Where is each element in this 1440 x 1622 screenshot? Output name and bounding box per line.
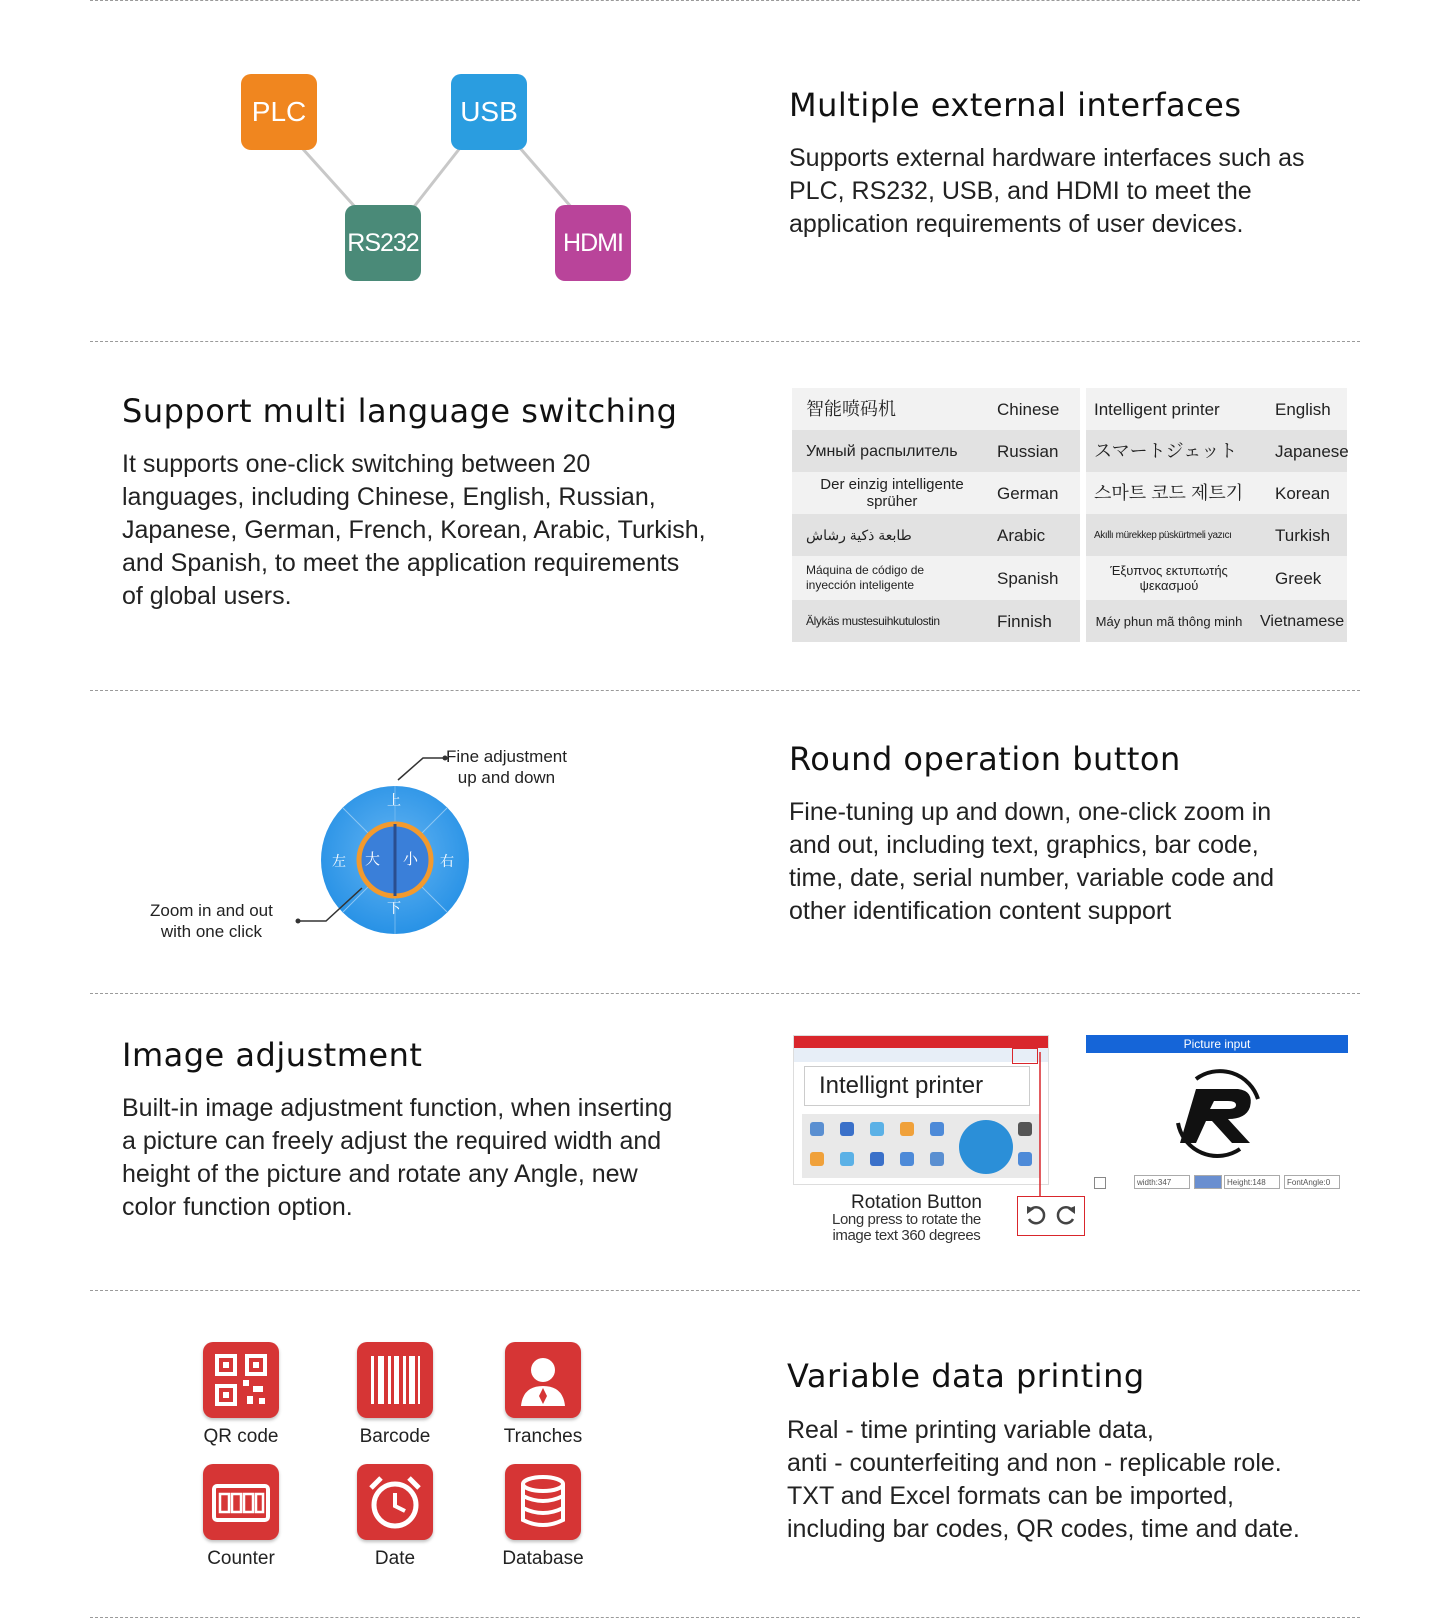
language-cell: Korean — [1275, 483, 1330, 503]
rotate-right-icon — [1054, 1204, 1078, 1228]
language-cell: Vietnamese — [1260, 612, 1345, 630]
language-cell: Arabic — [997, 525, 1046, 545]
language-cell: Finnish — [997, 611, 1052, 631]
person-icon — [505, 1342, 581, 1418]
title-bar — [794, 1036, 1048, 1048]
function-icon — [900, 1122, 914, 1136]
hdmi-badge: HDMI — [555, 205, 631, 281]
plc-badge: PLC — [241, 74, 317, 150]
section-desc-languages: It supports one-click switching between 20 languages, including Chinese, English, Russian, Japanese, German, French, Korean, Arabic, Turkish, and Spanish, to meet the application requirements of global users. — [122, 450, 706, 610]
function-icon — [840, 1152, 854, 1166]
table-row — [792, 556, 1347, 600]
section-desc-round: Fine-tuning up and down, one-click zoom in and out, including text, graphics, bar code, time, date, serial number, variable code and other identification content support — [789, 798, 1274, 925]
counter-label: Counter — [207, 1548, 275, 1569]
counter-tile — [203, 1464, 279, 1540]
table-row — [792, 430, 1347, 472]
dial-up-label: 上 — [387, 792, 401, 808]
native-cell: Der einzig intelligente sprüher — [820, 476, 964, 510]
database-icon — [505, 1464, 581, 1540]
printer-screen-preview — [793, 1035, 1049, 1185]
function-icon — [870, 1122, 884, 1136]
language-cell: Japanese — [1275, 441, 1349, 461]
language-cell: English — [1275, 399, 1331, 419]
fine-adjustment-label: Fine adjustment up and down — [446, 747, 567, 787]
tranches-label: Tranches — [503, 1426, 583, 1447]
rotate-left-icon — [1024, 1204, 1048, 1228]
dial-right-label: 右 — [440, 853, 454, 869]
width-field[interactable]: width:347 — [1134, 1175, 1190, 1189]
language-cell: German — [997, 483, 1059, 503]
native-cell: スマートジェット — [1094, 440, 1238, 461]
section-title-languages: Support multi language switching — [122, 392, 678, 430]
divider — [90, 341, 1360, 342]
function-icon — [930, 1152, 944, 1166]
table-row — [792, 472, 1347, 514]
rotation-buttons-callout — [1017, 1196, 1085, 1236]
barcode-label: Barcode — [359, 1426, 431, 1447]
font-angle-field[interactable]: FontAngle:0 — [1284, 1175, 1340, 1189]
table-row — [792, 514, 1347, 556]
picture-input-preview — [1086, 1035, 1348, 1195]
section-desc-interfaces: Supports external hardware interfaces such as PLC, RS232, USB, and HDMI to meet the application requirements of user devices. — [789, 144, 1305, 238]
default-button[interactable] — [1194, 1175, 1222, 1189]
function-icon — [870, 1152, 884, 1166]
function-icon — [930, 1122, 944, 1136]
zoom-label: Zoom in and out with one click — [150, 901, 273, 941]
date-label: Date — [374, 1548, 416, 1569]
qr-code-label: QR code — [203, 1426, 279, 1447]
dial-down-label: 下 — [387, 900, 401, 916]
usb-badge: USB — [451, 74, 527, 150]
table-row — [792, 600, 1347, 642]
function-icon — [810, 1152, 824, 1166]
divider — [90, 1290, 1360, 1291]
function-icon — [810, 1122, 824, 1136]
section-title-round: Round operation button — [789, 740, 1181, 778]
native-cell: 스마트 코드 제트기 — [1094, 482, 1244, 503]
native-cell: Akıllı mürekkep püskürtmeli yazıcı — [1094, 529, 1232, 541]
table-row — [792, 388, 1347, 430]
language-cell: Spanish — [997, 568, 1059, 588]
language-cell: Chinese — [997, 399, 1060, 419]
toolbar — [794, 1048, 1048, 1062]
section-title-variable: Variable data printing — [787, 1357, 1145, 1395]
section-title-image: Image adjustment — [122, 1036, 423, 1074]
logo-image — [1166, 1059, 1270, 1163]
native-cell: Intelligent printer — [1094, 399, 1220, 419]
language-cell: Russian — [997, 441, 1059, 461]
picture-input-header: Picture input — [1086, 1035, 1348, 1053]
function-icon — [900, 1152, 914, 1166]
rotation-button-title: Rotation Button — [851, 1192, 982, 1213]
section-desc-variable: Real - time printing variable data, anti - counterfeiting and non - replicable role. TXT and Excel formats can be imported, including bar codes, QR codes, time and date. — [787, 1416, 1300, 1543]
round-button-icon — [959, 1120, 1013, 1174]
reverse-color-checkbox[interactable] — [1094, 1177, 1106, 1189]
section-title-interfaces: Multiple external interfaces — [789, 86, 1242, 124]
rs232-badge: RS232 — [345, 205, 421, 281]
native-cell: Умный распылитель — [806, 442, 958, 460]
barcode-icon — [357, 1342, 433, 1418]
barcode-tile — [357, 1342, 433, 1418]
native-cell: 智能喷码机 — [806, 398, 896, 419]
dial-left-label: 左 — [332, 853, 346, 869]
database-tile — [505, 1464, 581, 1540]
height-field[interactable]: Height:148 — [1224, 1175, 1280, 1189]
date-tile — [357, 1464, 433, 1540]
printer-text-field: Intellignt printer — [804, 1066, 1030, 1106]
dial-zoom-out-label: 小 — [403, 851, 419, 868]
alarm-clock-icon — [357, 1464, 433, 1540]
counter-icon — [203, 1464, 279, 1540]
divider — [90, 993, 1360, 994]
language-cell: Greek — [1275, 568, 1322, 588]
column-separator — [1080, 388, 1086, 642]
divider — [90, 1617, 1360, 1618]
divider — [90, 690, 1360, 691]
dial-zoom-in-label: 大 — [365, 851, 381, 868]
section-desc-image: Built-in image adjustment function, when inserting a picture can freely adjust the required width and height of the picture and rotate any Angle, new color function option. — [122, 1094, 673, 1221]
native-cell: Älykäs mustesuihkutulostin — [806, 613, 940, 628]
rotation-button-desc: Long press to rotate the image text 360 degrees — [832, 1211, 981, 1244]
native-cell: Máy phun mã thông minh — [1095, 613, 1243, 629]
callout-connector — [1030, 1050, 1060, 1200]
database-label: Database — [502, 1548, 584, 1569]
function-icon — [840, 1122, 854, 1136]
language-table — [792, 388, 1347, 642]
tranches-tile — [505, 1342, 581, 1418]
native-cell: طابعة ذكية رشاش — [806, 526, 912, 543]
native-cell: Máquina de código de inyección inteligente — [806, 563, 925, 592]
qr-code-tile — [203, 1342, 279, 1418]
language-cell: Turkish — [1275, 525, 1331, 545]
qr-code-icon — [203, 1342, 279, 1418]
native-cell: Έξυπνος εκτυπωτής ψεκασμού — [1110, 563, 1228, 593]
